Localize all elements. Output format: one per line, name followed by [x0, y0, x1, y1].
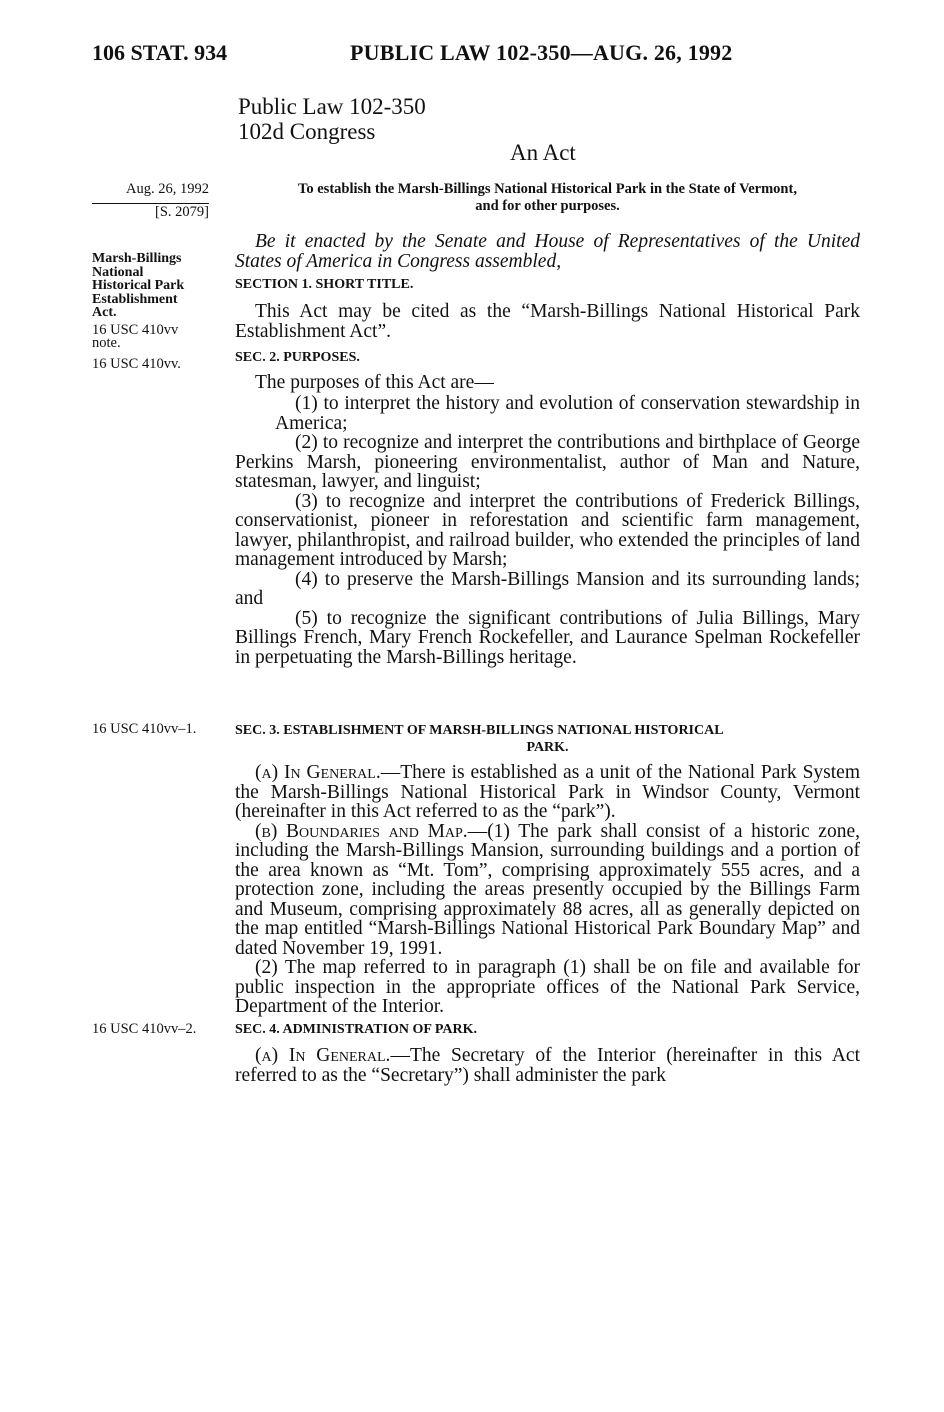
section-4-body — [235, 1046, 860, 1085]
margin-note-line: Historical Park — [92, 278, 185, 293]
subsection-label: (a) In General. — [255, 762, 381, 783]
act-purpose — [235, 181, 860, 215]
margin-usc-note-3: 16 USC 410vv–1. — [92, 721, 197, 737]
enacting-clause: Be it enacted by the Senate and House of Representatives of the United States of America in Congress assembled, — [235, 231, 860, 272]
purpose-line: To establish the Marsh-Billings National Historical Park in the State of Vermont, — [298, 181, 797, 197]
section-3-body — [235, 763, 860, 1017]
subsection-text: —(1) The park shall consist of a historic zone, including the Marsh-Billings Mansion, surrounding buildings and a portion of the area known as “Mt. Tom”, comprising approximately 555 acres, and a protection zone, including the areas presently occupied by the Billings Farm and Museum, comprising approximately 88 acres, all as generally depicted on the map entitled “Marsh-Billings National Historical Park Boundary Map” and dated November 19, 1991. — [235, 820, 860, 959]
purpose-item: (2) to recognize and interpret the contributions and birthplace of George Perkins Marsh, pioneering environmentalist, author of Man and Nature, statesman, lawyer, and linguist; — [235, 432, 860, 492]
stat-page-number: 106 STAT. 934 — [92, 40, 228, 65]
subsection-3b-2: (2) The map referred to in paragraph (1) shall be on file and available for public inspection in the appropriate offices of the National Park Service, Department of the Interior. — [235, 957, 860, 1017]
subsection-text: —The Secretary of the Interior (hereinafter in this Act referred to as the “Secretary”) shall administer the park — [235, 1045, 861, 1086]
margin-note-line: National — [92, 264, 144, 280]
section-1-heading: SECTION 1. SHORT TITLE. — [235, 277, 414, 292]
subsection-3a — [235, 763, 860, 822]
purpose-item: (5) to recognize the significant contributions of Julia Billings, Mary Billings French, Mary French Rockefeller, and Laurance Spelman Rockefeller in perpetuating the Marsh-Billings heritage. — [235, 607, 860, 668]
law-title-block — [238, 94, 426, 144]
section-2-lead: The purposes of this Act are— — [255, 372, 494, 393]
an-act-heading: An Act — [510, 140, 576, 165]
congress-label: 102d Congress — [238, 119, 376, 144]
subsection-label: (a) In General. — [255, 1045, 391, 1066]
section-3-heading-line: SEC. 3. ESTABLISHMENT OF MARSH-BILLINGS NATIONAL HISTORICAL — [235, 723, 724, 738]
purposes-list — [235, 393, 860, 668]
margin-bill-number: [S. 2079] — [92, 203, 209, 220]
margin-note-line: Act. — [92, 305, 117, 320]
subsection-4a — [235, 1046, 860, 1085]
section-3-heading-line: PARK. — [526, 740, 569, 755]
section-1-text: This Act may be cited as the “Marsh-Billings National Historical Park Establishment Act”. — [235, 301, 860, 342]
margin-usc-note-word: note. — [92, 335, 121, 351]
subsection-text: —There is established as a unit of the National Park System the Marsh-Billings National Historical Park in Windsor County, Vermont (hereinafter in this Act referred to as the “park”). — [235, 762, 861, 822]
margin-note-line: Establishment — [92, 291, 178, 307]
law-number: Public Law 102-350 — [238, 94, 426, 119]
margin-usc-note-4: 16 USC 410vv–2. — [92, 1021, 197, 1037]
section-3-heading — [235, 722, 860, 756]
purpose-line: and for other purposes. — [475, 198, 620, 214]
subsection-label: (b) Boundaries and Map. — [255, 820, 468, 842]
margin-note-line: Marsh-Billings — [92, 251, 182, 266]
purpose-item: (4) to preserve the Marsh-Billings Mansion and its surrounding lands; and — [235, 568, 860, 609]
section-4-heading: SEC. 4. ADMINISTRATION OF PARK. — [235, 1022, 478, 1037]
section-2-heading: SEC. 2. PURPOSES. — [235, 350, 360, 365]
margin-usc-note-1 — [92, 324, 222, 350]
purpose-item: (1) to interpret the history and evolution of conservation stewardship in America; — [275, 393, 860, 434]
running-head-law-date: PUBLIC LAW 102-350—AUG. 26, 1992 — [350, 40, 733, 65]
margin-date: Aug. 26, 1992 — [126, 181, 209, 197]
margin-usc-cite: 16 USC 410vv — [92, 322, 179, 338]
margin-short-title-note — [92, 252, 222, 320]
purpose-item: (3) to recognize and interpret the contributions of Frederick Billings, conservationist, pioneer in reforestation and scientific farm management, lawyer, philanthropist, and railroad builder, who extended the principles of land management introduced by Marsh; — [235, 490, 860, 570]
subsection-3b — [235, 822, 860, 959]
margin-usc-note-2: 16 USC 410vv. — [92, 356, 181, 372]
